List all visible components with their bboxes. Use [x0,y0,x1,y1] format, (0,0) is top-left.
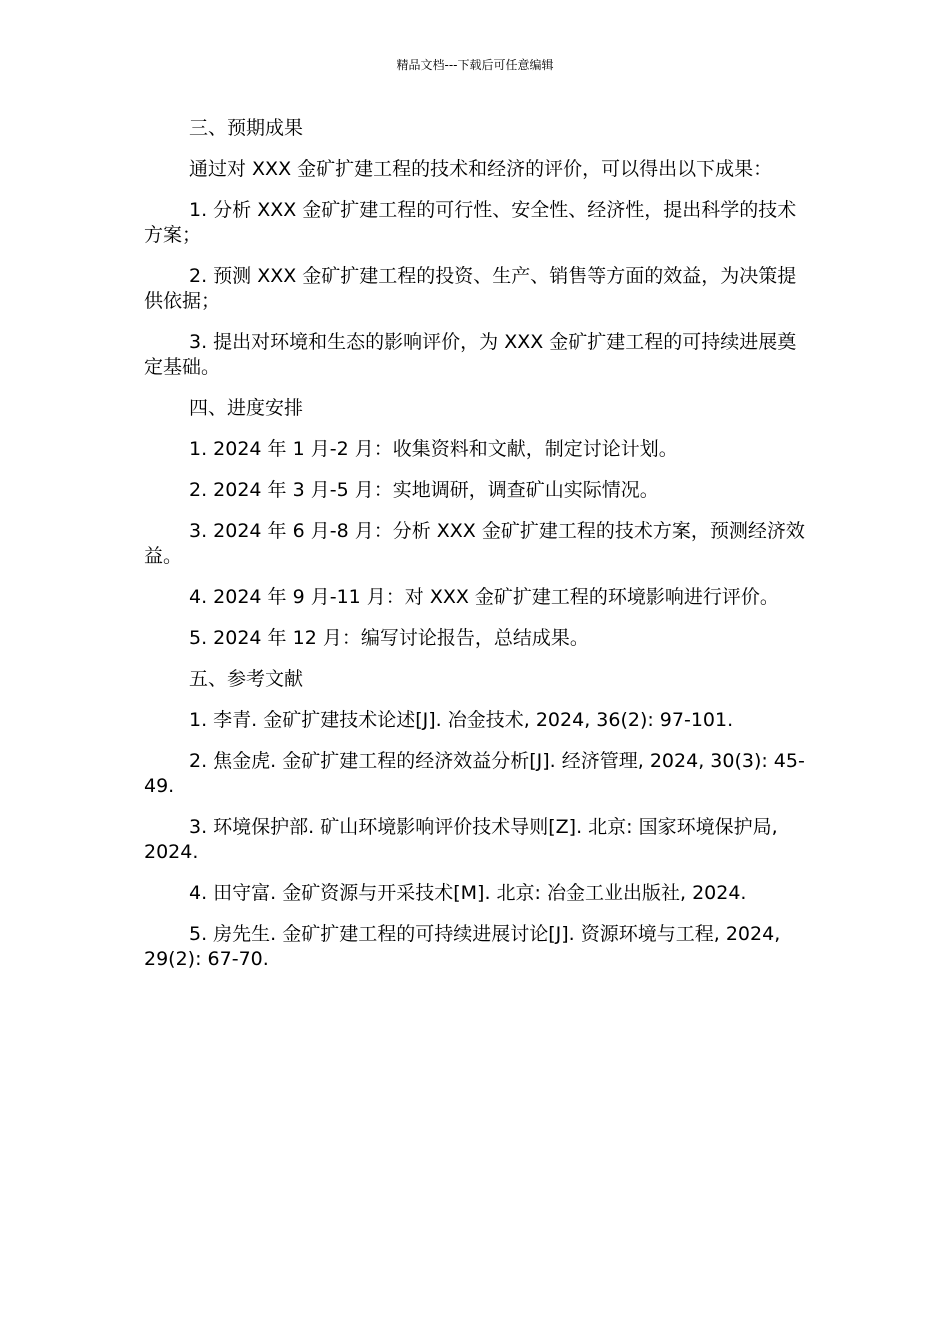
reference-item: 3. 环境保护部. 矿山环境影响评价技术导则[Z]. 北京: 国家环境保护局, 2024. [144,816,778,863]
reference-item: 1. 李青. 金矿扩建技术论述[J]. 冶金技术, 2024, 36(2): 97-101. [189,709,734,731]
expected-item: 2. 预测 XXX 金矿扩建工程的投资、生产、销售等方面的效益，为决策提供依据； [144,265,797,312]
expected-item: 3. 提出对环境和生态的影响评价，为 XXX 金矿扩建工程的可持续进展奠定基础。 [144,331,797,378]
reference-item: 2. 焦金虎. 金矿扩建工程的经济效益分析[J]. 经济管理, 2024, 30(3): 45-49. [144,750,805,797]
schedule-item: 5. 2024 年 12 月：编写讨论报告，总结成果。 [189,627,589,649]
reference-item: 4. 田守富. 金矿资源与开采技术[M]. 北京: 冶金工业出版社, 2024. [189,882,747,904]
schedule-item: 4. 2024 年 9 月-11 月：对 XXX 金矿扩建工程的环境影响进行评价。 [189,586,779,608]
document-body [144,116,808,988]
schedule-item: 2. 2024 年 3 月-5 月：实地调研，调查矿山实际情况。 [189,479,659,501]
schedule-item: 1. 2024 年 1 月-2 月：收集资料和文献，制定讨论计划。 [189,438,678,460]
section-heading-expected: 三、预期成果 [189,117,304,139]
expected-intro: 通过对 XXX 金矿扩建工程的技术和经济的评价，可以得出以下成果： [189,158,773,180]
section-heading-references: 五、参考文献 [189,668,304,690]
reference-item: 5. 房先生. 金矿扩建工程的可持续进展讨论[J]. 资源环境与工程, 2024, 29(2): 67-70. [144,923,781,970]
page-header: 精品文档---下载后可任意编辑 [396,58,554,72]
expected-item: 1. 分析 XXX 金矿扩建工程的可行性、安全性、经济性，提出科学的技术方案； [144,199,797,246]
section-heading-schedule: 四、进度安排 [189,397,304,419]
schedule-item: 3. 2024 年 6 月-8 月：分析 XXX 金矿扩建工程的技术方案，预测经济效益。 [144,520,805,567]
